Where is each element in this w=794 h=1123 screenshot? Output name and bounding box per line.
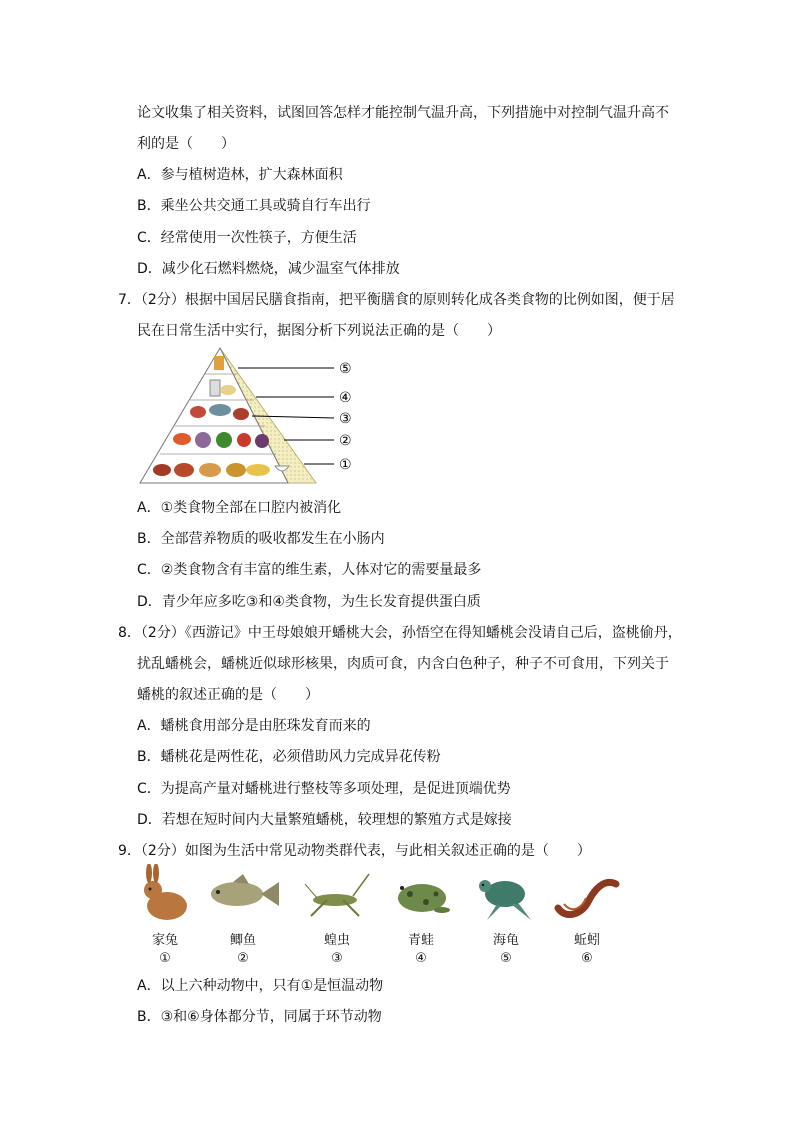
q7-option-c: C．②类食物含有丰富的维生素，人体对它的需要量最多: [137, 562, 482, 578]
bread-icon: [199, 463, 221, 477]
animal-locust: [302, 864, 372, 968]
q8-stem-line2: 扰乱蟠桃会，蟠桃近似球形核果，肉质可食，内含白色种子，种子不可食用，下列关于: [137, 656, 669, 672]
earthworm-icon: [552, 864, 622, 924]
pyramid-label-1: ①: [339, 457, 352, 473]
animal-name-frog: 青蛙: [407, 933, 434, 948]
animal-num-1: ①: [159, 951, 171, 966]
grapes-icon: [255, 434, 269, 448]
q9-option-b: B．③和⑥身体都分节，同属于环节动物: [137, 1009, 382, 1025]
animal-carp: [208, 864, 278, 968]
eggplant-icon: [195, 432, 211, 448]
corn-icon: [246, 464, 270, 476]
animal-name-carp: 鲫鱼: [229, 933, 256, 948]
q6-option-b: B．乘坐公共交通工具或骑自行车出行: [137, 198, 371, 214]
animal-num-4: ④: [415, 951, 427, 966]
q8-option-a: A．蟠桃食用部分是由胚珠发育而来的: [137, 718, 371, 734]
animal-rabbit: [130, 864, 200, 968]
turtle-icon: [471, 864, 541, 924]
animal-name-locust: 蝗虫: [323, 933, 350, 948]
animal-earthworm: [552, 864, 622, 968]
rabbit-icon: [135, 864, 195, 924]
locust-icon: [297, 864, 377, 924]
pyramid-label-3: ③: [339, 411, 352, 427]
q6-option-d: D．减少化石燃料燃烧，减少温室气体排放: [137, 261, 400, 277]
q8-stem-line1: 8．（2分）《西游记》中王母娘娘开蟠桃大会，孙悟空在得知蟠桃会没请自己后，盗桃偷丹，: [118, 625, 682, 641]
food-pyramid-figure: [138, 346, 368, 486]
q7-option-a: A．①类食物全部在口腔内被消化: [137, 500, 342, 516]
q8-stem-line3: 蟠桃的叙述正确的是（ ）: [137, 687, 319, 703]
animal-frog: [386, 864, 456, 968]
animal-num-6: ⑥: [581, 951, 593, 966]
animal-num-5: ⑤: [500, 951, 512, 966]
apple-icon: [237, 433, 251, 447]
q6-stem-line1: 论文收集了相关资料，试图回答怎样才能控制气温升高，下列措施中对控制气温升高不: [137, 105, 669, 121]
animal-name-rabbit: 家兔: [151, 933, 178, 948]
q7-option-b: B．全部营养物质的吸收都发生在小肠内: [137, 531, 385, 547]
potato-icon: [174, 463, 194, 477]
animal-turtle: [471, 864, 541, 968]
cabbage-icon: [216, 432, 232, 448]
oil-bottle-icon: [214, 356, 224, 370]
pyramid-label-2: ②: [339, 433, 352, 449]
q6-option-c: C．经常使用一次性筷子，方便生活: [137, 230, 357, 246]
animal-name-turtle: 海龟: [492, 933, 519, 948]
pyramid-label-4: ④: [339, 390, 352, 406]
sweet-potato-icon: [153, 464, 171, 476]
sausage-icon: [233, 408, 249, 420]
fish-icon: [209, 404, 231, 416]
q9-option-a: A．以上六种动物中，只有①是恒温动物: [137, 978, 384, 994]
q8-option-c: C．为提高产量对蟠桃进行整枝等多项处理，是促进顶端优势: [137, 781, 511, 797]
cheese-icon: [220, 385, 236, 395]
q6-option-a: A．参与植树造林，扩大森林面积: [137, 167, 343, 183]
frog-icon: [386, 864, 456, 924]
bun-icon: [226, 463, 246, 477]
q7-stem-line1: 7．（2分）根据中国居民膳食指南，把平衡膳食的原则转化成各类食物的比例如图，便于居: [118, 292, 675, 308]
pyramid-label-5: ⑤: [339, 361, 352, 377]
animal-name-earthworm: 蚯蚓: [573, 933, 600, 948]
animal-figure: [130, 864, 640, 974]
carrot-icon: [173, 433, 191, 445]
milk-carton-icon: [210, 380, 220, 396]
animal-num-2: ②: [237, 951, 249, 966]
q8-option-b: B．蟠桃花是两性花，必须借助风力完成异花传粉: [137, 749, 441, 765]
meat-icon: [190, 406, 206, 418]
q6-stem-line2: 利的是（ ）: [137, 136, 235, 152]
animal-num-3: ③: [331, 951, 343, 966]
fish-icon: [203, 864, 283, 924]
q7-stem-line2: 民在日常生活中实行，据图分析下列说法正确的是（ ）: [137, 323, 501, 339]
q7-option-d: D．青少年应多吃③和④类食物，为生长发育提供蛋白质: [137, 594, 481, 610]
q8-option-d: D．若想在短时间内大量繁殖蟠桃，较理想的繁殖方式是嫁接: [137, 812, 512, 828]
q9-stem-line1: 9．（2分）如图为生活中常见动物类群代表，与此相关叙述正确的是（ ）: [118, 843, 591, 859]
